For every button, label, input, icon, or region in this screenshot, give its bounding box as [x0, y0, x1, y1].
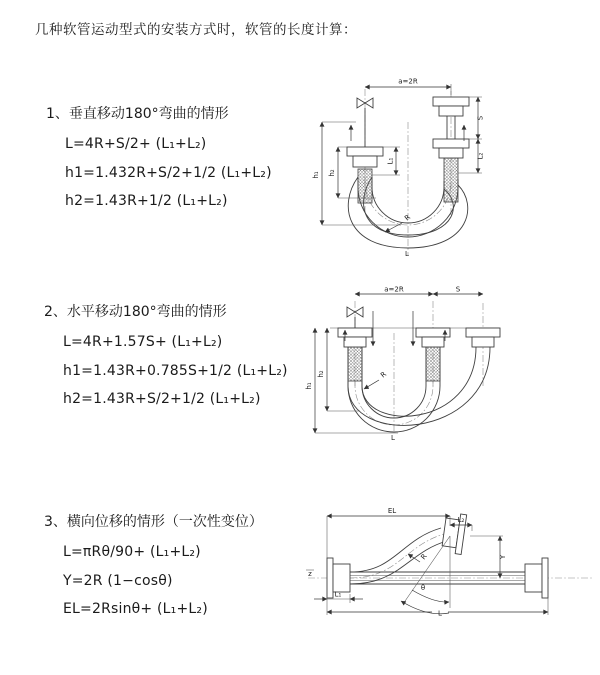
end-fittings	[338, 307, 500, 347]
flange	[439, 106, 463, 116]
dim-label-l: L	[405, 250, 409, 258]
formula-line: L=4R+S/2+ (L₁+L₂)	[65, 136, 207, 152]
extension-lines	[315, 411, 398, 433]
formula-line: L=πRθ/90+ (L₁+L₂)	[63, 544, 201, 560]
page-title: 几种软管运动型式的安装方式时，软管的长度计算：	[35, 22, 357, 38]
dim-label-h2: h₂	[317, 370, 325, 378]
dim-label-el: EL	[387, 507, 397, 515]
formula-line: Y=2R (1−cosθ)	[63, 572, 173, 589]
dim-label-l2: L₂	[476, 152, 485, 160]
flange	[333, 564, 350, 592]
dim-label-l2: L₂	[457, 516, 465, 524]
dim-label-a2r: a=2R	[398, 77, 418, 86]
flange	[472, 337, 494, 347]
dim-label-l: L	[391, 434, 395, 442]
dim-label-h2: h₂	[328, 169, 336, 177]
dim-label-s: S	[455, 285, 461, 294]
dim-label-r: R	[379, 370, 389, 380]
dim-label-l1: L₁	[334, 590, 342, 599]
hose-u-bend	[348, 347, 490, 432]
diagram-vertical-180-bend	[306, 65, 598, 260]
flange	[466, 328, 500, 337]
dim-label-l: L	[438, 609, 442, 618]
formula-line: EL=2Rsinθ+ (L₁+L₂)	[63, 601, 208, 617]
flange	[433, 139, 469, 148]
flange	[344, 337, 366, 347]
flange	[347, 147, 383, 156]
flange	[338, 328, 372, 337]
dim-label-s: S	[476, 115, 485, 121]
formula-line: h2=1.43R+1/2 (L₁+L₂)	[65, 193, 228, 209]
formula-line: L=4R+1.57S+ (L₁+L₂)	[63, 334, 223, 350]
formula-line: h1=1.43R+0.785S+1/2 (L₁+L₂)	[63, 362, 288, 379]
section-1	[46, 103, 272, 216]
flange	[327, 558, 333, 598]
dimensions	[314, 507, 548, 618]
braided-section	[444, 158, 458, 202]
section-2	[44, 301, 288, 414]
flange	[353, 156, 377, 167]
diagram-horizontal-180-bend	[303, 281, 598, 461]
flange	[542, 558, 548, 598]
braided-section	[426, 347, 440, 381]
section-2-heading: 2、水平移动180°弯曲的情形	[44, 304, 227, 320]
flange	[439, 148, 463, 158]
end-fittings	[327, 512, 548, 598]
dim-label-r: R	[403, 213, 413, 223]
dim-label-h1: h₁	[312, 171, 320, 179]
centerlines	[355, 301, 483, 433]
section-1-heading: 1、垂直移动180°弯曲的情形	[46, 106, 229, 122]
section-3-heading: 3、横向位移的情形（一次性变位）	[44, 514, 263, 530]
dim-label-h1: h₁	[305, 382, 313, 390]
flange	[433, 97, 469, 106]
centerlines	[365, 89, 451, 255]
dim-label-r: R	[419, 552, 429, 562]
braided-section	[348, 347, 362, 381]
formula-line: h2=1.43R+S/2+1/2 (L₁+L₂)	[63, 391, 261, 407]
axis-mark-z: z	[308, 570, 312, 578]
section-3	[44, 511, 263, 624]
dim-label-y: Y	[499, 554, 507, 560]
dim-label-l1: L₁	[386, 157, 395, 165]
extension-lines	[327, 516, 548, 615]
flange	[422, 337, 444, 347]
dim-label-theta: θ	[420, 584, 426, 592]
angle-construction	[401, 536, 450, 614]
diagram-lateral-displacement	[300, 500, 600, 640]
flange	[525, 564, 542, 592]
formula-line: h1=1.432R+S/2+1/2 (L₁+L₂)	[65, 164, 272, 181]
dim-label-a2r: a=2R	[384, 285, 404, 294]
